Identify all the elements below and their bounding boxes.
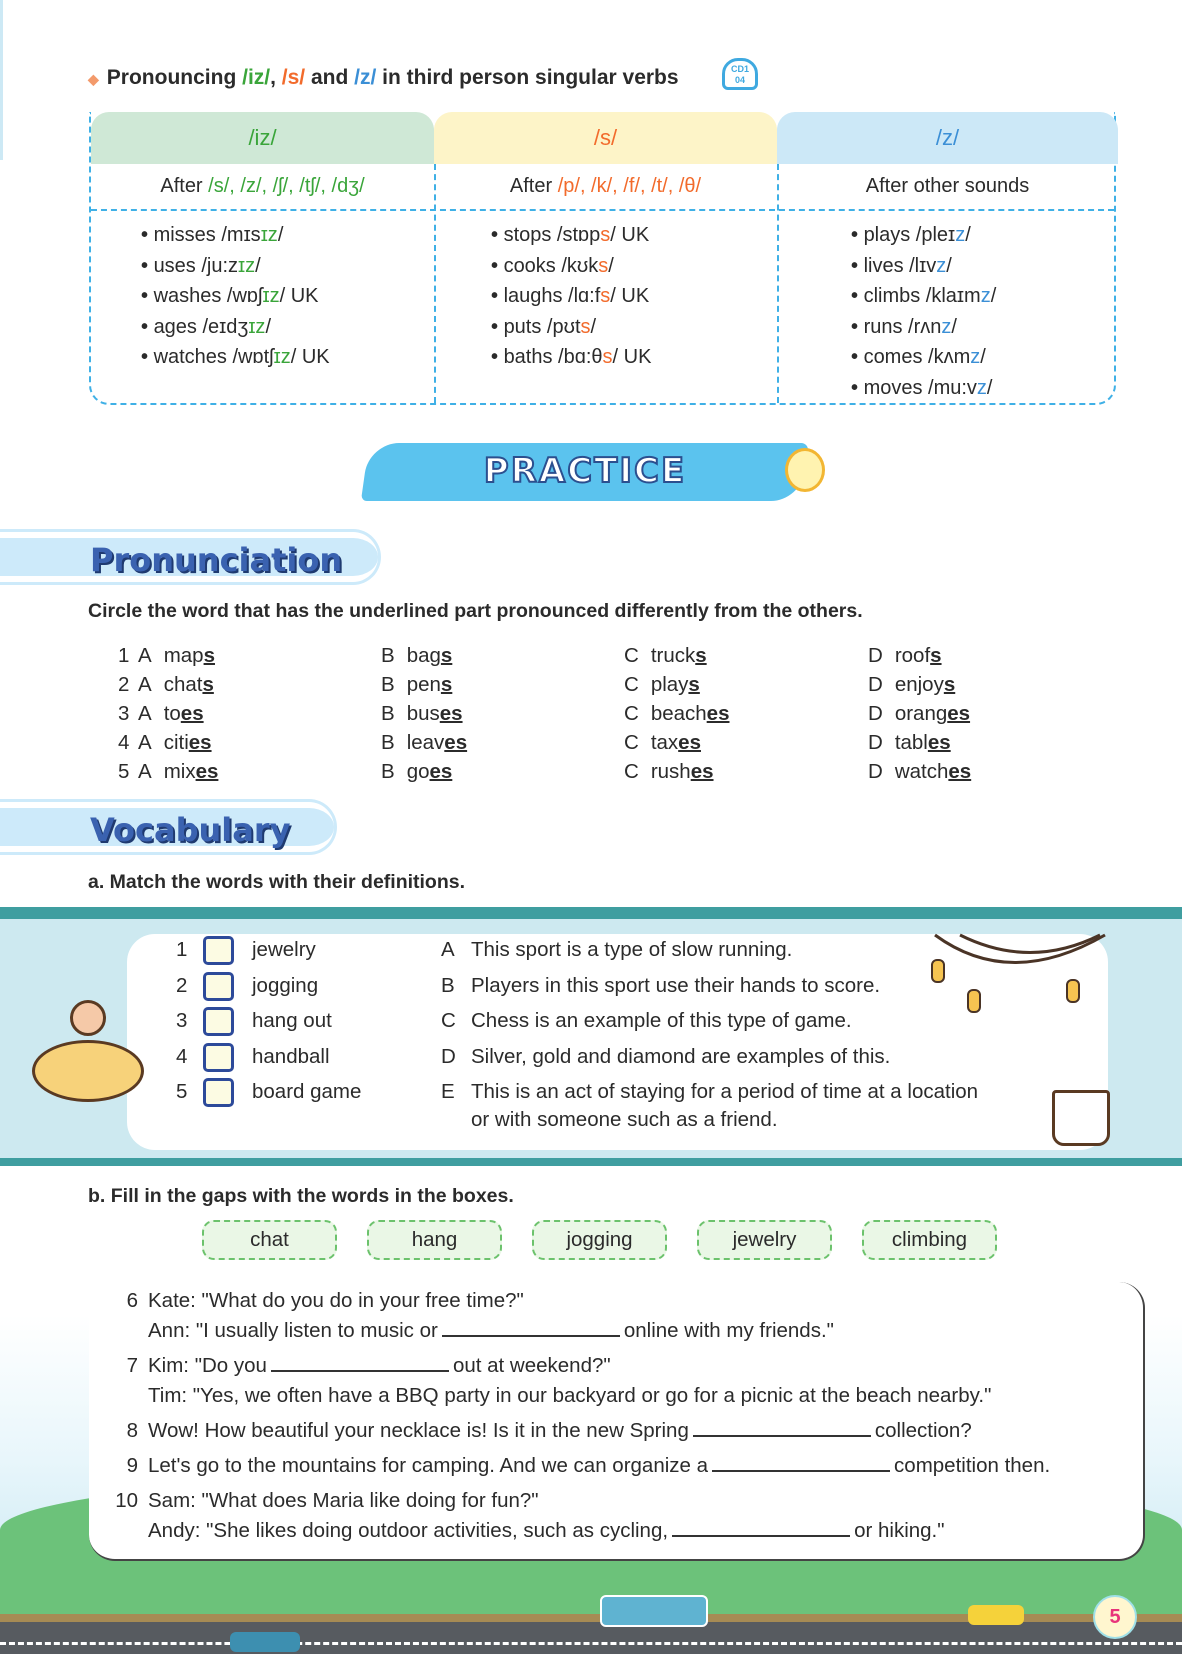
lightbulb-icon — [785, 448, 825, 492]
definition-text: This sport is a type of slow running. — [471, 938, 793, 961]
example-ending: ɪz — [273, 346, 291, 368]
example-ending: ɪz — [248, 315, 266, 338]
option-word: pen — [406, 673, 441, 696]
option-letter: D — [868, 760, 883, 783]
answer-box[interactable] — [203, 1007, 234, 1036]
option-letter: A — [138, 673, 152, 696]
example-ending: z — [970, 346, 981, 368]
example-item — [491, 220, 651, 251]
definition-text: Players in this sport use their hands to score. — [471, 973, 881, 997]
option-word: tabl — [894, 731, 928, 754]
taxi-illustration — [968, 1605, 1024, 1625]
definition-letter: E — [441, 1080, 455, 1103]
definition-letter: B — [441, 973, 455, 997]
example-ending: s — [602, 346, 613, 368]
pronunciation-instruction: Circle the word that has the underlined part pronounced differently from the others. — [88, 600, 863, 622]
option-word: truck — [650, 644, 696, 667]
option-word: citi — [163, 731, 189, 754]
sentence-number: 10 — [115, 1489, 138, 1512]
audio-cd-icon[interactable] — [722, 58, 758, 90]
sentence-number: 7 — [126, 1354, 138, 1377]
example-item — [491, 342, 651, 373]
answer-option[interactable] — [624, 673, 700, 697]
example-ending: s — [600, 285, 611, 307]
word-box-item: jewelry — [697, 1220, 832, 1260]
answer-option[interactable] — [138, 644, 215, 668]
example-suffix: / — [255, 254, 261, 277]
rule-z: After other sounds — [865, 175, 1030, 197]
example-suffix: / — [608, 254, 614, 277]
examples-iz — [141, 220, 330, 373]
example-suffix: / UK — [612, 346, 652, 368]
example-suffix: / — [965, 224, 971, 246]
page-number: 5 — [1093, 1595, 1137, 1639]
title-iz: /iz/ — [242, 66, 271, 89]
title-text: and — [305, 66, 355, 89]
cd-track: 04 — [734, 75, 745, 85]
sentence-number: 8 — [126, 1419, 138, 1442]
rule-sounds: /s/, /z/, /ʃ/, /tʃ/, /dʒ/ — [208, 175, 365, 197]
vocab-word: jewelry — [252, 938, 316, 961]
question-row — [118, 702, 1058, 731]
sentence-line — [148, 1384, 991, 1408]
option-underlined-part: s — [930, 644, 942, 667]
answer-option[interactable] — [868, 760, 971, 784]
title-z: /z/ — [354, 66, 377, 89]
option-word: roof — [894, 644, 931, 667]
example-item — [851, 251, 996, 282]
option-underlined-part: es — [947, 702, 971, 725]
example-item — [851, 373, 996, 404]
example-word: laughs /lɑ:f — [503, 285, 601, 307]
column-head-iz: /iz/ — [91, 112, 434, 164]
answer-option[interactable] — [868, 644, 942, 668]
hanging-lights-illustration — [930, 930, 1110, 1020]
sentence-text: Let's go to the mountains for camping. And we can organize a — [148, 1454, 709, 1477]
example-suffix: / — [265, 315, 271, 338]
meditating-person-illustration — [32, 1040, 144, 1102]
word-box-item: chat — [202, 1220, 337, 1260]
example-suffix: / UK — [610, 224, 650, 246]
rule-iz — [91, 164, 434, 209]
answer-box[interactable] — [203, 1078, 234, 1107]
word-box-item: climbing — [862, 1220, 997, 1260]
option-word: chat — [163, 673, 203, 696]
answer-option[interactable] — [624, 760, 714, 784]
sentence-text: Kate: "What do you do in your free time?" — [148, 1289, 524, 1312]
rule-label: After — [160, 175, 209, 197]
answer-option[interactable] — [624, 731, 701, 755]
option-underlined-part: s — [203, 644, 215, 667]
option-letter: A — [138, 702, 152, 725]
option-underlined-part: es — [678, 731, 701, 754]
answer-option[interactable] — [624, 644, 707, 668]
question-number: 3 — [118, 702, 130, 725]
example-suffix: / — [277, 224, 284, 246]
example-suffix: / — [946, 254, 952, 277]
example-word: puts /pʊt — [503, 315, 581, 338]
option-letter: D — [868, 731, 883, 754]
margin-strip — [0, 0, 3, 160]
option-underlined-part: s — [440, 673, 453, 696]
answer-option[interactable] — [138, 760, 218, 784]
option-word: play — [650, 673, 689, 696]
option-underlined-part: es — [927, 731, 951, 754]
sentence-line — [126, 1419, 972, 1443]
example-word: baths /bɑ:θ — [503, 346, 603, 368]
example-item — [141, 342, 330, 373]
person-head-illustration — [70, 1000, 106, 1036]
option-underlined-part: es — [188, 731, 212, 754]
example-item — [851, 220, 996, 251]
question-row — [118, 644, 1058, 673]
example-suffix: / — [990, 285, 997, 307]
word-number: 1 — [176, 938, 188, 961]
example-ending: s — [580, 315, 591, 338]
example-item — [851, 312, 996, 343]
pronunciation-table — [89, 112, 1116, 405]
example-word: watches /wɒtʃ — [153, 346, 274, 368]
option-letter: C — [624, 644, 639, 667]
option-letter: C — [624, 760, 639, 783]
grammar-title — [88, 66, 679, 90]
example-item — [491, 312, 651, 343]
divider — [434, 164, 436, 403]
answer-box[interactable] — [203, 972, 234, 1001]
question-number: 4 — [118, 731, 130, 754]
divider — [777, 164, 779, 403]
option-word: watch — [894, 760, 949, 783]
definition-text: Silver, gold and diamond are examples of this. — [471, 1044, 891, 1068]
example-item — [141, 281, 330, 312]
example-word: washes /wɒʃ — [153, 285, 263, 307]
cd-label: CD1 — [730, 64, 749, 74]
sentence-number: 6 — [126, 1289, 138, 1312]
definition-letter: D — [441, 1044, 456, 1068]
vocab-word: board game — [252, 1080, 362, 1103]
example-ending: z — [955, 224, 966, 246]
example-ending: ɪz — [238, 254, 256, 277]
example-suffix: / — [980, 346, 986, 368]
road-markings — [0, 1642, 1182, 1645]
example-item — [491, 251, 651, 282]
option-letter: B — [381, 702, 395, 725]
example-ending: s — [598, 254, 609, 277]
option-letter: B — [381, 731, 395, 754]
option-letter: C — [624, 673, 639, 696]
sentence-line — [148, 1319, 834, 1343]
answer-option[interactable] — [381, 760, 452, 784]
answer-option[interactable] — [381, 673, 452, 697]
vocab-word: handball — [252, 1044, 330, 1068]
definition-text: This is an act of staying for a period of time at a location — [471, 1080, 979, 1103]
option-underlined-part: s — [943, 673, 956, 696]
rule-s — [434, 164, 777, 209]
fill-instruction: b. Fill in the gaps with the words in the boxes. — [88, 1185, 514, 1207]
sentence-text: Sam: "What does Maria like doing for fun?" — [148, 1489, 539, 1512]
option-word: beach — [650, 702, 707, 725]
question-number: 5 — [118, 760, 130, 783]
word-number: 4 — [176, 1044, 188, 1068]
sentence-text: Andy: "She likes doing outdoor activities, such as cycling, — [148, 1519, 669, 1542]
vocab-word: jogging — [252, 973, 319, 997]
example-word: lives /lɪv — [863, 254, 937, 277]
option-word: leav — [406, 731, 445, 754]
option-word: enjoy — [894, 673, 944, 696]
option-letter: D — [868, 673, 883, 696]
title-s: /s/ — [281, 66, 306, 89]
word-number: 5 — [176, 1080, 188, 1103]
definition-letter: A — [441, 938, 455, 961]
title-text: , — [270, 66, 282, 89]
definition-text: or with someone such as a friend. — [471, 1108, 778, 1131]
option-letter: B — [381, 644, 395, 667]
example-word: runs /rʌn — [863, 315, 942, 338]
gap-blank[interactable] — [712, 1454, 890, 1472]
answer-option[interactable] — [868, 702, 970, 726]
question-number: 2 — [118, 673, 130, 696]
title-text: Pronouncing — [106, 66, 243, 89]
example-word: plays /pleɪ — [863, 224, 956, 246]
example-item — [141, 220, 330, 251]
example-word: cooks /kʊk — [503, 254, 599, 277]
example-ending: ɪz — [262, 285, 280, 307]
option-underlined-part: es — [444, 731, 468, 754]
examples-s — [491, 220, 651, 373]
example-item — [851, 342, 996, 373]
sentence-number: 9 — [126, 1454, 138, 1477]
word-number: 2 — [176, 973, 188, 997]
option-word: to — [163, 702, 181, 725]
definition-text: Chess is an example of this type of game. — [471, 1009, 852, 1032]
rule-sounds: /p/, /k/, /f/, /t/, /θ/ — [557, 175, 702, 197]
practice-banner — [365, 437, 805, 507]
example-ending: z — [980, 285, 991, 307]
pronunciation-header — [0, 532, 378, 582]
sentence-line — [126, 1354, 611, 1378]
option-underlined-part: es — [195, 760, 219, 783]
option-letter: B — [381, 673, 395, 696]
option-underlined-part: s — [440, 644, 453, 667]
sentence-text: Kim: "Do you — [148, 1354, 267, 1377]
option-underlined-part: es — [948, 760, 972, 783]
option-letter: B — [381, 760, 395, 783]
answer-option[interactable] — [138, 673, 214, 697]
example-item — [141, 251, 330, 282]
column-head-z: /z/ — [777, 112, 1118, 164]
match-instruction: a. Match the words with their definitions. — [88, 871, 466, 893]
example-ending: ɪz — [260, 224, 278, 246]
sentence-text: or hiking." — [854, 1519, 945, 1542]
question-row — [118, 673, 1058, 702]
word-number: 3 — [176, 1009, 188, 1032]
option-letter: D — [868, 702, 883, 725]
option-underlined-part: s — [695, 644, 707, 667]
examples-z — [851, 220, 996, 403]
vocab-word: hang out — [252, 1009, 332, 1032]
example-word: stops /stɒp — [503, 224, 601, 246]
gap-blank[interactable] — [442, 1319, 620, 1337]
option-letter: A — [138, 731, 152, 754]
example-ending: z — [936, 254, 947, 277]
example-ending: z — [976, 376, 987, 399]
answer-option[interactable] — [138, 731, 212, 755]
sentence-text: Tim: "Yes, we often have a BBQ party in our backyard or go for a picnic at the beach nearby." — [148, 1384, 992, 1407]
vocabulary-header — [0, 802, 334, 852]
diamond-bullet-icon: ◆ — [88, 71, 99, 87]
option-underlined-part: es — [180, 702, 204, 725]
sentence-text: collection? — [874, 1419, 972, 1442]
example-suffix: / UK — [279, 285, 319, 307]
police-car-illustration — [230, 1632, 300, 1652]
option-underlined-part: es — [706, 702, 730, 725]
rule-label: After — [509, 175, 558, 197]
example-word: misses /mɪs — [153, 224, 261, 246]
option-word: bus — [406, 702, 440, 725]
sentence-text: competition then. — [894, 1454, 1051, 1477]
answer-option[interactable] — [624, 702, 729, 726]
answer-option[interactable] — [868, 673, 955, 697]
sentence-text: Ann: "I usually listen to music or — [148, 1319, 438, 1342]
gap-blank[interactable] — [672, 1519, 850, 1537]
sentence-text: out at weekend?" — [452, 1354, 611, 1377]
sentence-text: Wow! How beautiful your necklace is! Is it in the new Spring — [148, 1419, 689, 1442]
option-word: map — [163, 644, 204, 667]
question-row — [118, 731, 1058, 760]
example-suffix: / UK — [290, 346, 330, 368]
section-title: Pronunciation — [90, 541, 343, 579]
answer-option[interactable] — [381, 702, 463, 726]
option-letter: C — [624, 731, 639, 754]
sentence-text: online with my friends." — [623, 1319, 834, 1342]
example-ending: s — [600, 224, 611, 246]
option-underlined-part: s — [202, 673, 214, 696]
option-word: tax — [650, 731, 679, 754]
option-letter: A — [138, 644, 152, 667]
bus-illustration — [600, 1595, 708, 1627]
example-word: comes /kʌm — [863, 346, 971, 368]
option-letter: D — [868, 644, 883, 667]
answer-box[interactable] — [203, 936, 234, 965]
answer-box[interactable] — [203, 1043, 234, 1072]
gap-blank[interactable] — [271, 1354, 449, 1372]
example-suffix: / — [986, 376, 993, 399]
section-title: Vocabulary — [90, 811, 291, 849]
example-item — [491, 281, 651, 312]
title-text: in third person singular verbs — [376, 66, 679, 89]
option-letter: C — [624, 702, 639, 725]
answer-option[interactable] — [868, 731, 951, 755]
example-suffix: / — [590, 315, 597, 338]
example-word: climbs /klaɪm — [863, 285, 981, 307]
option-word: bag — [406, 644, 441, 667]
example-suffix: / — [951, 315, 957, 338]
example-item — [141, 312, 330, 343]
option-letter: A — [138, 760, 152, 783]
word-box-item: hang — [367, 1220, 502, 1260]
answer-option[interactable] — [381, 644, 452, 668]
option-word: orang — [894, 702, 948, 725]
sentence-line — [115, 1489, 539, 1513]
gap-blank[interactable] — [693, 1419, 871, 1437]
question-row — [118, 760, 1058, 789]
option-underlined-part: es — [690, 760, 714, 783]
answer-option[interactable] — [381, 731, 467, 755]
mug-illustration — [1052, 1090, 1110, 1146]
sentence-line — [126, 1454, 1051, 1478]
option-word: rush — [650, 760, 691, 783]
option-underlined-part: s — [688, 673, 700, 696]
option-underlined-part: es — [439, 702, 463, 725]
answer-option[interactable] — [138, 702, 204, 726]
option-word: mix — [163, 760, 196, 783]
example-word: moves /mu:v — [863, 376, 977, 399]
option-word: go — [406, 760, 430, 783]
example-word: uses /ju:z — [153, 254, 239, 277]
example-item — [851, 281, 996, 312]
example-ending: z — [941, 315, 952, 338]
sentence-line — [148, 1519, 945, 1543]
definition-letter: C — [441, 1009, 456, 1032]
divider — [91, 209, 1114, 211]
sentence-line — [126, 1289, 524, 1313]
option-underlined-part: es — [429, 760, 453, 783]
column-head-s: /s/ — [434, 112, 777, 164]
practice-label: PRACTICE — [483, 451, 687, 491]
example-word: ages /eɪdʒ — [153, 315, 249, 338]
word-box-item: jogging — [532, 1220, 667, 1260]
example-suffix: / UK — [610, 285, 650, 307]
question-number: 1 — [118, 644, 130, 667]
